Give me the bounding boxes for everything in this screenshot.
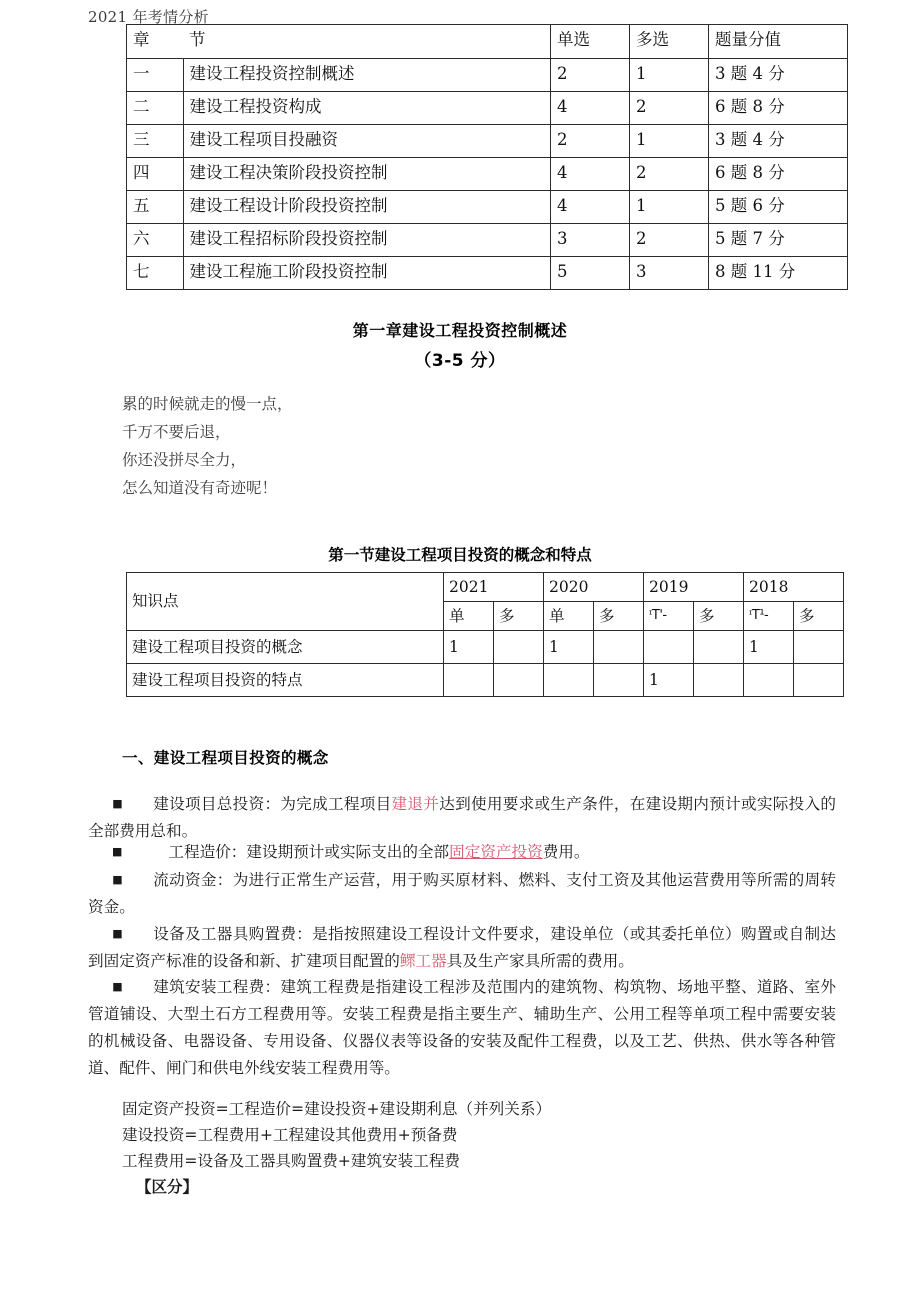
cell-count xyxy=(494,631,544,664)
table-row xyxy=(127,191,848,224)
header-knowledge-point: 知识点 xyxy=(127,573,444,631)
header-single: 单选 xyxy=(551,25,630,59)
highlight-red-text: 鳏工器 xyxy=(399,952,447,970)
cell-single: 4 xyxy=(551,92,630,125)
cell-score: 3 题 4 分 xyxy=(709,125,848,158)
cell-score: 5 题 7 分 xyxy=(709,224,848,257)
chapter-score-range: （3-5 分） xyxy=(414,351,506,371)
exam-analysis-table xyxy=(126,24,848,290)
cell-chapter: 四 xyxy=(127,158,184,191)
knowledge-points-table xyxy=(126,572,844,697)
quote-line: 怎么知道没有奇迹呢！ xyxy=(122,479,278,497)
header-year-2018: 2018 xyxy=(744,573,844,602)
quote-block xyxy=(122,390,293,502)
body-paragraph-project-cost xyxy=(88,838,836,866)
cell-single: 4 xyxy=(551,158,630,191)
cell-count: 1 xyxy=(644,664,694,697)
cell-single: 3 xyxy=(551,224,630,257)
term-text: 达到使用要求或生产条件，在建设期内预计或实际投入的全部费用总和。 xyxy=(88,795,836,840)
body-paragraph-total-investment xyxy=(88,790,836,845)
cell-multi: 3 xyxy=(630,257,709,290)
table-row xyxy=(127,125,848,158)
cell-count xyxy=(594,664,644,697)
term-text: 为进行正常生产运营，用于购买原材料、燃料、支付工资及其他运营费用等所需的周转资金。 xyxy=(88,871,836,916)
cell-score: 8 题 11 分 xyxy=(709,257,848,290)
subheader-single-2019: ᶦT'- xyxy=(644,602,694,631)
cell-count xyxy=(594,631,644,664)
cell-single: 5 xyxy=(551,257,630,290)
bullet-square-icon: ■ xyxy=(112,980,123,993)
table-row xyxy=(127,158,848,191)
cell-chapter: 六 xyxy=(127,224,184,257)
bullet-square-icon: ■ xyxy=(112,797,123,810)
cell-score: 6 题 8 分 xyxy=(709,92,848,125)
term-label: 流动资金： xyxy=(152,871,233,889)
cell-section: 建设工程项目投融资 xyxy=(183,125,551,158)
term-text: 具及生产家具所需的费用。 xyxy=(446,952,634,970)
cell-multi: 1 xyxy=(630,59,709,92)
body-paragraph-construction-installation xyxy=(88,973,836,1082)
cell-count xyxy=(644,631,694,664)
cell-multi: 1 xyxy=(630,191,709,224)
cell-chapter: 七 xyxy=(127,257,184,290)
formula-block xyxy=(122,1096,551,1200)
term-label: 建筑安装工程费： xyxy=(152,978,281,996)
bullet-square-icon: ■ xyxy=(112,845,123,858)
formula-line: 建设投资=工程费用+工程建设其他费用+预备费 xyxy=(122,1126,458,1144)
cell-section: 建设工程招标阶段投资控制 xyxy=(183,224,551,257)
term-text: 建筑工程费是指建设工程涉及范围内的建筑物、构筑物、场地平整、道路、室外管道铺设、大型土石方工程费用等。安装工程费是指主要生产、辅助生产、公用工程等单项工程中需要安装的机械设备、电器设备、专用设备、仪器仪表等设备的安装及配件工程费，以及工艺、供热、供水等各种管道、配件、闸门和供电外线安装工程费用等。 xyxy=(88,978,836,1077)
subheader-multi-2021: 多 xyxy=(494,602,544,631)
chapter-title: 第一章建设工程投资控制概述 xyxy=(352,321,568,340)
header-multi: 多选 xyxy=(630,25,709,59)
cell-section: 建设工程投资构成 xyxy=(183,92,551,125)
cell-count: 1 xyxy=(444,631,494,664)
table-row xyxy=(127,664,844,697)
cell-score: 6 题 8 分 xyxy=(709,158,848,191)
cell-multi: 1 xyxy=(630,125,709,158)
cell-multi: 2 xyxy=(630,158,709,191)
header-section: 节 xyxy=(183,25,551,59)
subheader-single-2020: 单 xyxy=(544,602,594,631)
quote-line: 千万不要后退， xyxy=(122,423,231,441)
term-text: 为完成工程项目 xyxy=(280,795,392,813)
formula-line: 工程费用=设备及工器具购置费+建筑安装工程费 xyxy=(122,1152,461,1170)
subheader-multi-2019: 多 xyxy=(694,602,744,631)
cell-count: 1 xyxy=(544,631,594,664)
cell-single: 2 xyxy=(551,59,630,92)
subheader-multi-2018: 多 xyxy=(794,602,844,631)
document-caption: 2021 年考情分析 xyxy=(88,8,209,26)
header-chapter: 章 xyxy=(127,25,184,59)
term-label: 工程造价： xyxy=(168,843,247,861)
cell-section: 建设工程施工阶段投资控制 xyxy=(183,257,551,290)
cell-count: 1 xyxy=(744,631,794,664)
cell-multi: 2 xyxy=(630,92,709,125)
cell-count xyxy=(794,631,844,664)
cell-section: 建设工程设计阶段投资控制 xyxy=(183,191,551,224)
highlight-red-text: 建退并 xyxy=(391,795,440,813)
cell-count xyxy=(694,631,744,664)
cell-score: 5 题 6 分 xyxy=(709,191,848,224)
bullet-square-icon: ■ xyxy=(112,927,123,940)
cell-single: 4 xyxy=(551,191,630,224)
body-heading-1: 一、建设工程项目投资的概念 xyxy=(122,749,329,767)
term-text: 建设期预计或实际支出的全部 xyxy=(246,843,450,861)
term-text: 是指按照建设工程设计文件要求，建设单位（或其委托单位）购置或自制达到固定资产标准的设备和新、扩建项目配置的 xyxy=(88,925,836,970)
cell-chapter: 五 xyxy=(127,191,184,224)
quote-line: 你还没拼尽全力， xyxy=(122,451,247,469)
cell-chapter: 三 xyxy=(127,125,184,158)
body-paragraph-equipment-purchase xyxy=(88,920,836,975)
cell-knowledge-point: 建设工程项目投资的概念 xyxy=(127,631,444,664)
formula-note: 【区分】 xyxy=(136,1178,199,1196)
cell-count xyxy=(444,664,494,697)
cell-count xyxy=(744,664,794,697)
subheader-single-2018: ᶦT¹- xyxy=(744,602,794,631)
header-score: 题量分值 xyxy=(709,25,848,59)
highlight-red-underline-text: 固定资产投资 xyxy=(449,843,543,861)
header-year-2020: 2020 xyxy=(544,573,644,602)
cell-score: 3 题 4 分 xyxy=(709,59,848,92)
cell-count xyxy=(794,664,844,697)
table-header-year-row xyxy=(127,573,844,602)
term-text: 费用。 xyxy=(542,843,590,861)
subheader-multi-2020: 多 xyxy=(594,602,644,631)
section-title: 第一节建设工程项目投资的概念和特点 xyxy=(328,546,592,564)
cell-count xyxy=(694,664,744,697)
cell-section: 建设工程投资控制概述 xyxy=(183,59,551,92)
body-paragraph-working-capital xyxy=(88,866,836,921)
header-year-2019: 2019 xyxy=(644,573,744,602)
cell-multi: 2 xyxy=(630,224,709,257)
subheader-single-2021: 单 xyxy=(444,602,494,631)
table-row xyxy=(127,631,844,664)
cell-count xyxy=(494,664,544,697)
table-row xyxy=(127,92,848,125)
table-header-row xyxy=(127,25,848,59)
quote-line: 累的时候就走的慢一点， xyxy=(122,395,293,413)
cell-section: 建设工程决策阶段投资控制 xyxy=(183,158,551,191)
bullet-square-icon: ■ xyxy=(112,873,123,886)
term-label: 建设项目总投资： xyxy=(152,795,281,813)
header-year-2021: 2021 xyxy=(444,573,544,602)
table-row xyxy=(127,257,848,290)
table-row xyxy=(127,59,848,92)
table-row xyxy=(127,224,848,257)
cell-single: 2 xyxy=(551,125,630,158)
term-label: 设备及工器具购置费： xyxy=(152,925,313,943)
cell-chapter: 一 xyxy=(127,59,184,92)
formula-line: 固定资产投资=工程造价=建设投资+建设期利息（并列关系） xyxy=(122,1100,552,1118)
cell-knowledge-point: 建设工程项目投资的特点 xyxy=(127,664,444,697)
cell-chapter: 二 xyxy=(127,92,184,125)
cell-count xyxy=(544,664,594,697)
